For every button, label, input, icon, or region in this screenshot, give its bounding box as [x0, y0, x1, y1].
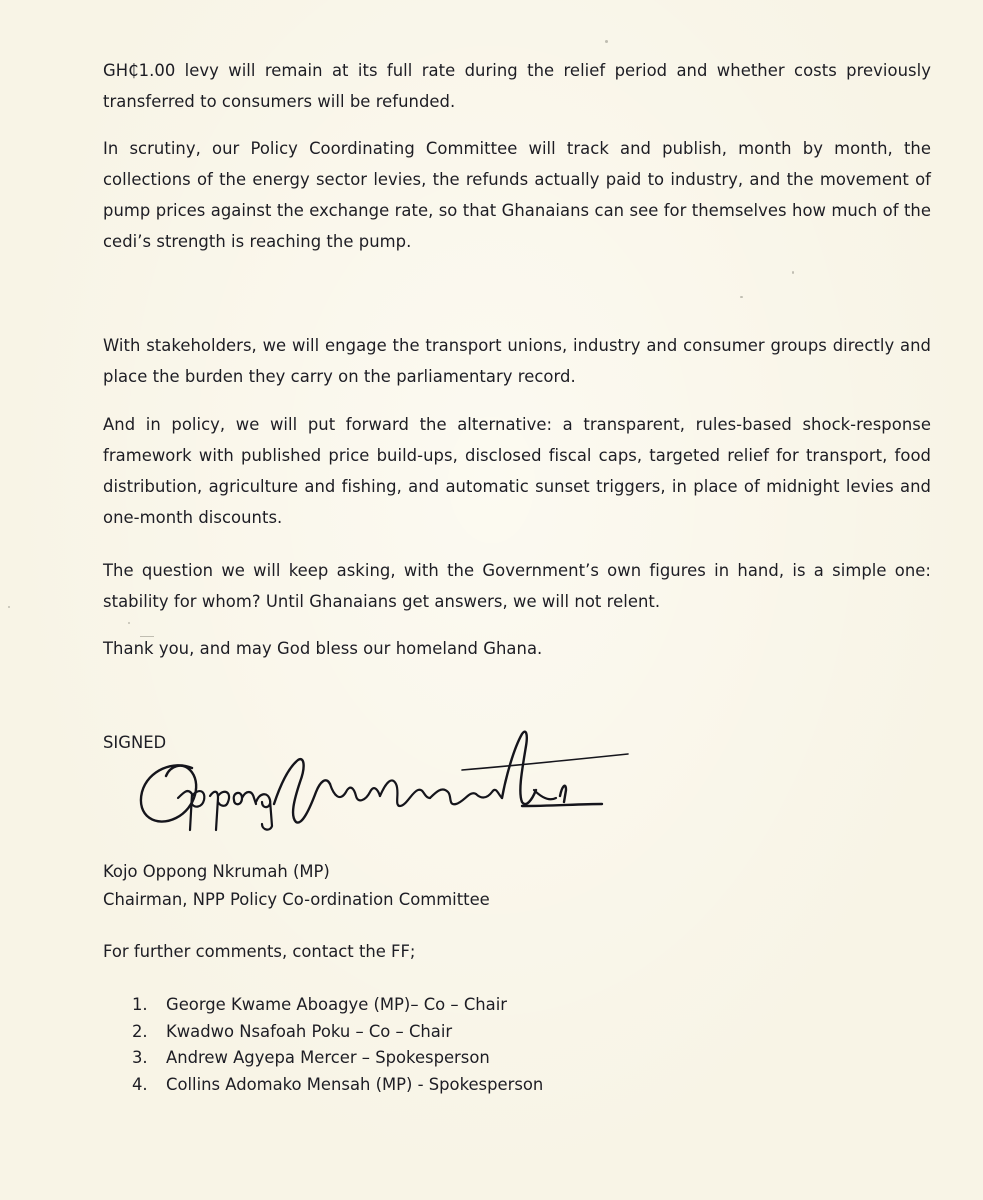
- scan-speck: [792, 271, 794, 274]
- signatory-title: Chairman, NPP Policy Co-ordination Committee: [103, 890, 490, 909]
- scan-speck: [128, 622, 130, 624]
- list-item-text: Andrew Agyepa Mercer – Spokesperson: [166, 1048, 490, 1067]
- scan-speck: [8, 606, 10, 608]
- list-item-text: George Kwame Aboagye (MP)– Co – Chair: [166, 995, 507, 1014]
- list-item-text: Collins Adomako Mensah (MP) - Spokesperson: [166, 1074, 544, 1094]
- paragraph-question: The question we will keep asking, with the Government’s own figures in hand, is a simple one: stability for whom? Until Ghanaians get answers, we will not relent.: [103, 561, 931, 611]
- signatory-name: Kojo Oppong Nkrumah (MP): [103, 862, 330, 881]
- signed-label: SIGNED: [103, 733, 167, 752]
- paragraph-stakeholders: With stakeholders, we will engage the transport unions, industry and consumer groups directly and place the burden they carry on the parliamentary record.: [103, 336, 931, 386]
- list-item-number: 4.: [132, 1074, 148, 1094]
- scan-speck: [740, 296, 743, 298]
- contacts-intro: For further comments, contact the FF;: [103, 942, 416, 961]
- scan-speck: [605, 40, 608, 43]
- list-item-number: 2.: [132, 1021, 148, 1041]
- handwritten-signature: [130, 726, 640, 836]
- paragraph-scrutiny: In scrutiny, our Policy Coordinating Committee will track and publish, month by month, the collections of the energy sector levies, the refunds actually paid to industry, and the movement of pump prices against the exchange rate, so that Ghanaians can see for themselves how much of the cedi’s strength is reaching the pump.: [103, 139, 931, 251]
- list-item-text: Kwadwo Nsafoah Poku – Co – Chair: [166, 1021, 453, 1041]
- paragraph-levy-refund: GH₵1.00 levy will remain at its full rate during the relief period and whether costs previously transferred to consumers will be refunded.: [103, 61, 931, 111]
- paragraph-policy: And in policy, we will put forward the alternative: a transparent, rules-based shock-response framework with published price build-ups, disclosed fiscal caps, targeted relief for transport, food distribution, agriculture and fishing, and automatic sunset triggers, in place of midnight levies and one-month discounts.: [103, 415, 931, 527]
- paragraph-closing: Thank you, and may God bless our homeland Ghana.: [103, 639, 543, 658]
- list-item-number: 1.: [132, 995, 148, 1014]
- list-item-number: 3.: [132, 1048, 148, 1067]
